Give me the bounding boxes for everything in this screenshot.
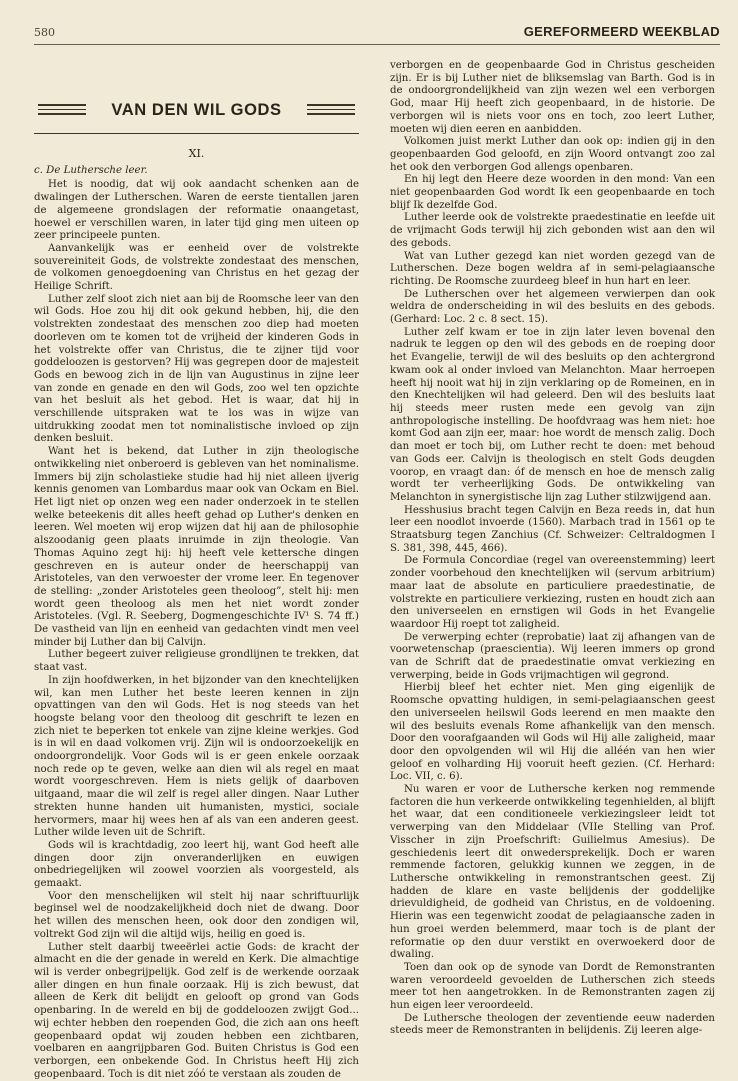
- paragraph: De Luthersche theologen der zeventiende eeuw naderden steeds meer de Remonstranten in belijdenis. Zij leeren alge-: [390, 1012, 715, 1037]
- paragraph: Hesshusius bracht tegen Calvijn en Beza reeds in, dat hun leer een noodlot invoerde (1560). Marbach trad in 1561 op te Straatsburg tegen Zanchius (Cf. Schweizer: Celtraldogmen I S. 381, 398, 445, 466).: [390, 504, 715, 554]
- left-column: [34, 60, 359, 1080]
- paragraph: Het is noodig, dat wij ook aandacht schenken aan de dwalingen der Lutherschen. Waren de eerste tientallen jaren de algemeene grondslagen der reformatie onaangetast, hoewel er verschillen waren, in later tijd ging men uiteen op zeer principeele punten.: [34, 179, 359, 242]
- paragraph: In zijn hoofdwerken, in het bijzonder van den knechtelijken wil, kan men Luther het beste leeren kennen in zijn opvattingen van den wil Gods. Het is nog steeds van het hoogste belang voor den theoloog dit geschrift te lezen en zich niet te beperken tot enkele van zijne kleine werkjes. God is in wil en daad volkomen vrij. Zijn wil is ondoorzoekelijk en ondoorgrondelijk. Voor Gods wil is er geen enkele oorzaak noch rede op te geven, welke aan dien wil als regel en maat wordt voorgeschreven. Hem is niets gelijk of daarboven uitgaand, maar die wil zelf is regel aller dingen. Naar Luther strekten hunne handen uit humanisten, mystici, sociale hervormers, maar hij wees hen af als van een anderen geest. Luther wilde leven uit de Schrift.: [34, 674, 359, 839]
- paragraph: Volkomen juist merkt Luther dan ook op: indien gij in den geopenbaarden God geloofd, en zijn Woord ontvangt zoo zal het ook den verborgen God allengs openbaren.: [390, 136, 715, 173]
- title-underline: [34, 133, 359, 135]
- paragraph: verborgen en de geopenbaarde God in Christus gescheiden zijn. Er is bij Luther niet de bliksemslag van Barth. God is in de ondoorgrondelijkheid van zijn wezen wel een verborgen God, maar Hij heeft zich geopenbaard, in de historie. De verborgen wil is niets voor ons en toch, zoo leert Luther, moeten wij dien eeren en aanbidden.: [390, 60, 715, 135]
- article-title: VAN DEN WIL GODS: [111, 101, 282, 119]
- paragraph: Gods wil is krachtdadig, zoo leert hij, want God heeft alle dingen door zijn onveranderlijken en euwigen onbedriegelijken wil zoowel voorzien als voorgesteld, als gemaakt.: [34, 839, 359, 890]
- paragraph: De verwerping echter (reprobatie) laat zij afhangen van de voorwetenschap (praescientia). Wij leeren immers op grond van de Schrift dat de praedestinatie omvat verkiezing en verwerping, beide in Gods vrijmachtigen wil gegrond.: [390, 631, 715, 681]
- paragraph: Luther stelt daarbij tweeërlei actie Gods: de kracht der almacht en die der genade in wereld en Kerk. Die almachtige wil is verder onbegrijpelijk. God zelf is de werkende oorzaak aller dingen en hun finale oorzaak. Hij is zich bewust, dat alleen de Kerk dit belijdt en gelooft op grond van Gods openbaring. In de wereld en bij de goddeloozen zwijgt God... wij echter hebben den roependen God, die zich aan ons heeft geopenbaard opdat wij zouden hebben een zichtbaren, voelbaren en aangrijpbaren God. Buiten Christus is God een verborgen, een onbekende God. In Christus heeft Hij zich geopenbaard. Toch is dit niet zóó te verstaan als zouden de: [34, 941, 359, 1080]
- paragraph: Luther leerde ook de volstrekte praedestinatie en leefde uit de vrijmacht Gods terwijl hij zich gebonden wist aan den wil des gebods.: [390, 212, 715, 249]
- paragraph: Voor den menschelijken wil stelt hij naar schriftuurlijk beginsel wel de noodzakelijkheid doch niet de dwang. Door het willen des menschen heen, ook door den zondigen wil, voltrekt God zijn wil die altijd wijs, heilig en goed is.: [34, 890, 359, 940]
- page-number: 580: [34, 26, 55, 39]
- paragraph: Hierbij bleef het echter niet. Men ging eigenlijk de Roomsche opvatting huldigen, in semi-pelagiaanschen geest den universeelen heilswil Gods leerend en men maakte den wil des besluits evenals Rome afhankelijk van den mensch. Door den voorafgaanden wil Gods wil Hij alle zaligheid, maar door den opvolgenden wil wil Hij die alléén van hen wier geloof en volharding Hij vooruit heeft gezien. (Cf. Herhard: Loc. VII, c. 6).: [390, 682, 715, 783]
- chapter-numeral: XI.: [188, 147, 205, 160]
- paragraph: Luther begeert zuiver religieuse grondlijnen te trekken, dat staat vast.: [34, 649, 359, 674]
- running-header: [34, 20, 720, 45]
- title-ornament-left: [38, 104, 86, 120]
- paragraph: De Formula Concordiae (regel van overeenstemming) leert zonder voorbehoud den knechtelijken wil (servum arbitrium) maar laat de absolute en particuliere praedestinatie, de volstrekte en particuliere verkiezing, rusten en houdt zich aan den universeelen en ernstigen wil Gods in het Evangelie waardoor Hij roept tot zaligheid.: [390, 555, 715, 630]
- paragraph: Want het is bekend, dat Luther in zijn theologische ontwikkeling niet onberoerd is gebleven van het nominalisme. Immers bij zijn scholastieke studie had hij niet alleen ijverig kennis genomen van Lombardus maar ook van Ockam en Biel. Het ligt niet op onzen weg een nader onderzoek in te stellen welke beteekenis dit alles heeft gehad op Luther's denken en leeren. Wel moeten wij erop wijzen dat hij aan de philosophie alszoodanig geen plaats inruimde in zijn theologie. Van Thomas Aquino zegt hij: hij heeft vele kettersche dingen geschreven en is auteur onder de heerschappij van Aristoteles, van den verwoester der vrome leer. En tegenover de stelling: „zonder Aristoteles geen theoloog”, stelt hij: men wordt geen theoloog als men het niet wordt zonder Aristoteles. (Vgl. R. Seeberg, Dogmengeschichte IV¹ S. 74 ff.) De vastheid van lijn en eenheid van gedachten vindt men veel minder bij Luther dan bij Calvijn.: [34, 446, 359, 648]
- paragraph: Luther zelf kwam er toe in zijn later leven bovenal den nadruk te leggen op den wil des gebods en de roeping door het Evangelie, terwijl de wil des besluits op den achtergrond kwam ook al onder invloed van Melanchton. Maar herroepen heeft hij nooit wat hij in zijn verklaring op de Romeinen, en in den Knechtelijken wil had geleerd. Den wil des besluits laat hij steeds meer rusten mede een gevolg van zijn anthropologische instelling. De hoofdvraag was hem niet: hoe komt God aan zijn eer, maar: hoe wordt de mensch zalig. Doch dan moet er toch bij, om Luther recht te doen: met behoud van Gods eer. Calvijn is theologisch en stelt Gods deugden voorop, en vraagt dan: óf de mensch en hoe de mensch zalig wordt ter verheerlijking Gods. De ontwikkeling van Melanchton in synergistische lijn zag Luther stilzwijgend aan.: [390, 326, 715, 503]
- paragraph: Luther zelf sloot zich niet aan bij de Roomsche leer van den wil Gods. Hoe zou hij dit ook gekund hebben, hij, die den volstrekten zondestaat des menschen zoo diep had moeten doorleven om te komen tot de vrijheid der kinderen Gods in het volstrekte offer van Christus, die te zijner tijd voor goddeloozen is gestorven? Hij was gegrepen door de majesteit Gods en bewoog zich in de lijn van Augustinus in zijne leer van zonde en genade en den wil Gods, zoo wel ten opzichte van het besluit als het gebod. Het is waar, dat hij in verschillende uitspraken wat te los was in wijze van uitdrukking zoodat men tot nominalistische invloed op zijn denken besluit.: [34, 293, 359, 445]
- paragraph: Wat van Luther gezegd kan niet worden gezegd van de Lutherschen. Deze bogen weldra af in semi-pelagiaansche richting. De Roomsche zuurdeeg bleef in hun hart en leer.: [390, 250, 715, 287]
- paragraph: De Lutherschen over het algemeen verwierpen dan ook weldra de onderscheiding in wil des besluits en des gebods. (Gerhard: Loc. 2 c. 8 sect. 15).: [390, 288, 715, 326]
- paragraph: Aanvankelijk was er eenheid over de volstrekte souvereiniteit Gods, de volstrekte zondestaat des menschen, de volkomen genoegdoening van Christus en het gezag der Heilige Schrift.: [34, 242, 359, 293]
- journal-title: GEREFORMEERD WEEKBLAD: [523, 24, 720, 39]
- article-title-block: [34, 96, 359, 140]
- paragraph: Nu waren er voor de Luthersche kerken nog remmende factoren die hun verkeerde ontwikkeling tegenhielden, al blijft het waar, dat een conditioneele verkiezingsleer leidt tot verwerping van den Middelaar (VIIe Stelling van Prof. Visscher in zijn Proefschrift: Guilielmus Amesius). De geschiedenis leert dit onwedersprekelijk. Doch er waren remmende factoren, gelukkig kunnen we zeggen, in de Luthersche ontwikkeling in remonstrantschen geest. Zij hadden de klare en vaste belijdenis der goddelijke drievuldigheid, de godheid van Christus, en de voldoening. Hierin was een tegenwicht zoodat de pelagiaansche zaden in hun groei werden belemmerd, maar toch is de plant der reformatie op den duur verstikt en overwoekerd door de dwaling.: [390, 784, 715, 961]
- right-column: [390, 60, 715, 1045]
- title-ornament-right: [307, 104, 355, 120]
- paragraph: Toen dan ook op de synode van Dordt de Remonstranten waren veroordeeld gevoelden de Lutherschen zich steeds meer tot hen aangetrokken. In de Remonstranten zagen zij hun eigen leer veroordeeld.: [390, 961, 715, 1012]
- section-heading: c. De Luthersche leer.: [34, 164, 148, 176]
- paragraph: En hij legt den Heere deze woorden in den mond: Van een niet geopenbaarden God wordt Ik een geopenbaarde en toch blijf Ik dezelfde God.: [390, 174, 715, 211]
